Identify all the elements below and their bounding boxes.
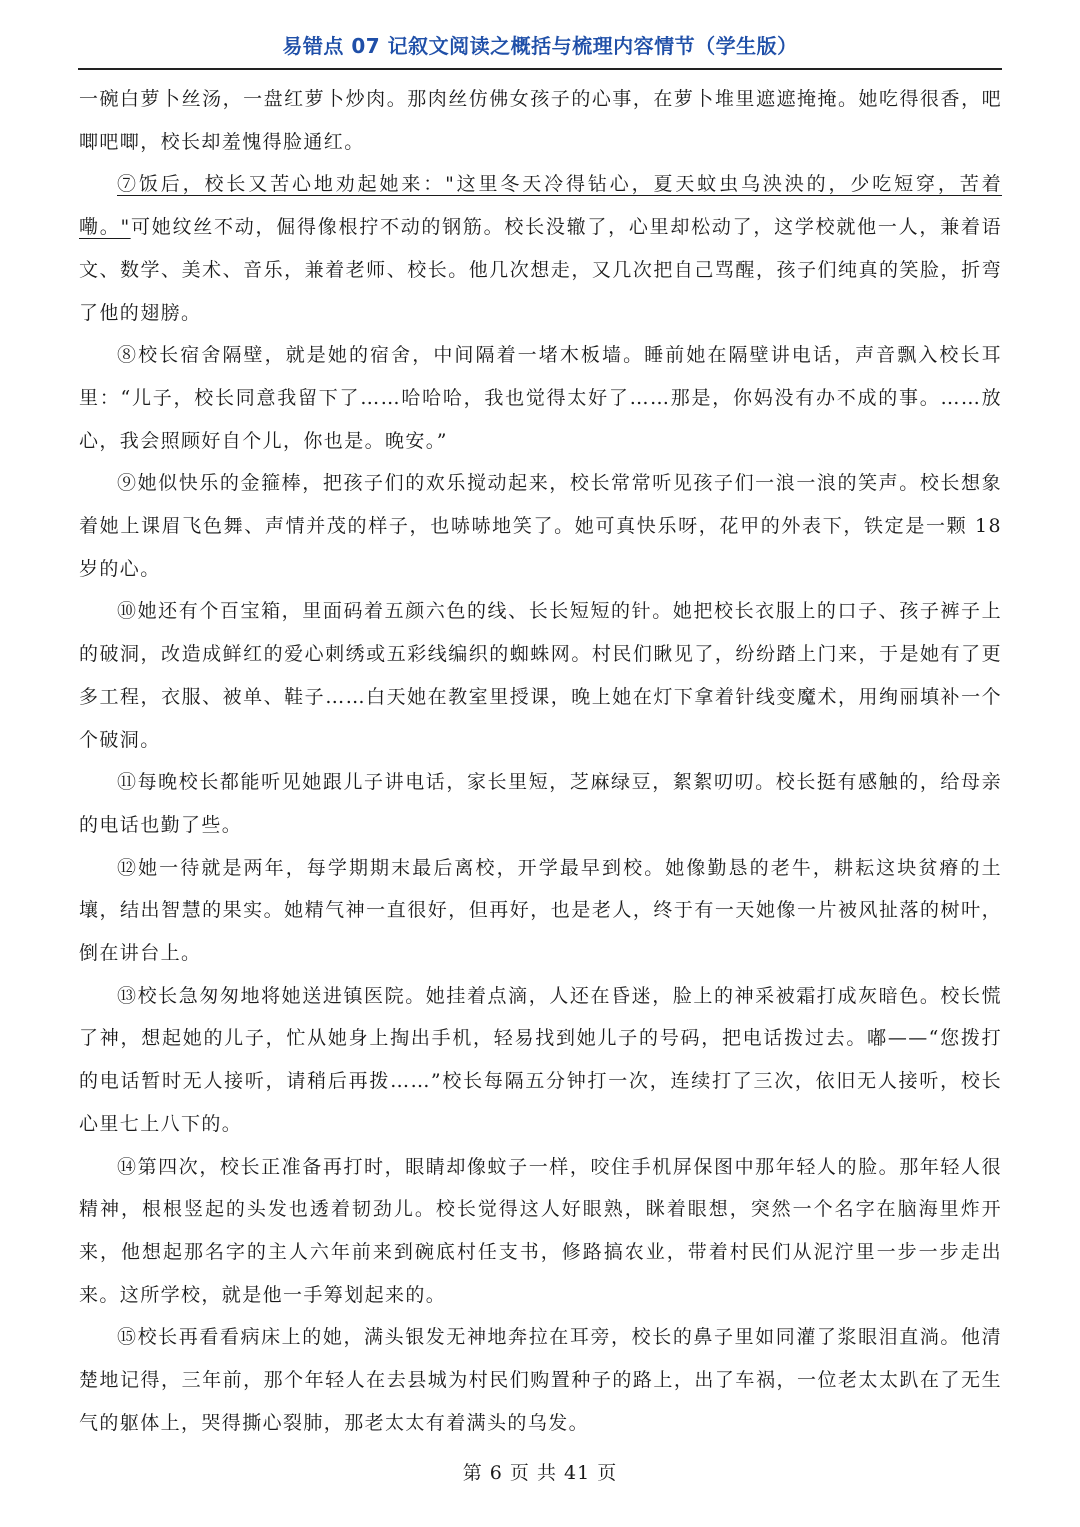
paragraph-7 xyxy=(79,163,1002,334)
paragraph-text: ⑭第四次，校长正准备再打时，眼睛却像蚊子一样，咬住手机屏保图中那年轻人的脸。那年轻人很精神，根根竖起的头发也透着韧劲儿。校长觉得这人好眼熟，眯着眼想，突然一个名字在脑海里炸开来，他想起那名字的主人六年前来到碗底村任支书，修路搞农业，带着村民们从泥泞里一步一步走出来。这所学校，就是他一手筹划起来的。 xyxy=(79,1155,1002,1306)
paragraph-text: ⑪每晚校长都能听见她跟儿子讲电话，家长里短，芝麻绿豆，絮絮叨叨。校长挺有感触的，给母亲的电话也勤了些。 xyxy=(79,771,1002,836)
paragraph-8 xyxy=(79,334,1002,462)
paragraph-12 xyxy=(79,847,1002,975)
paragraph-11 xyxy=(79,761,1002,846)
underlined-sentence: ⑦饭后，校长又苦心地劝起她来："这里冬天冷得钻心，夏天蚊虫乌泱泱的，少吃短穿，苦着嘞。" xyxy=(79,173,1002,239)
paragraph-text: ⑧校长宿舍隔壁，就是她的宿舍，中间隔着一堵木板墙。睡前她在隔壁讲电话，声音飘入校长耳里：“儿子，校长同意我留下了……哈哈哈，我也觉得太好了……那是，你妈没有办不成的事。……放心，我会照顾好自个儿，你也是。晚安。” xyxy=(79,344,1002,452)
paragraph-text: ⑨她似快乐的金箍棒，把孩子们的欢乐搅动起来，校长常常听见孩子们一浪一浪的笑声。校长想象着她上课眉飞色舞、声情并茂的样子，也哧哧地笑了。她可真快乐呀，花甲的外表下，铁定是一颗 18 岁的心。 xyxy=(79,472,1002,580)
paragraph-text: ⑮校长再看看病床上的她，满头银发无神地奔拉在耳旁，校长的鼻子里如同灌了浆眼泪直淌。他清楚地记得，三年前，那个年轻人在去县城为村民们购置种子的路上，出了车祸，一位老太太趴在了无生气的躯体上，哭得撕心裂肺，那老太太有着满头的乌发。 xyxy=(79,1326,1002,1434)
paragraph-13 xyxy=(79,975,1002,1146)
paragraph-continued xyxy=(79,78,1002,163)
document-title: 易错点 07 记叙文阅读之概括与梳理内容情节（学生版） xyxy=(282,34,798,58)
paragraph-text: 可她纹丝不动，倔得像根拧不动的钢筋。校长没辙了，心里却松动了，这学校就他一人，兼着语文、数学、美术、音乐，兼着老师、校长。他几次想走，又几次把自己骂醒，孩子们纯真的笑脸，折弯了他的翅膀。 xyxy=(79,216,1002,324)
paragraph-text: ⑩她还有个百宝箱，里面码着五颜六色的线、长长短短的针。她把校长衣服上的口子、孩子裤子上的破洞，改造成鲜红的爱心刺绣或五彩线编织的蜘蛛网。村民们瞅见了，纷纷踏上门来，于是她有了更多工程，衣服、被单、鞋子……白天她在教室里授课，晚上她在灯下拿着针线变魔术，用绚丽填补一个个破洞。 xyxy=(79,600,1002,751)
paragraph-text: 一碗白萝卜丝汤，一盘红萝卜炒肉。那肉丝仿佛女孩子的心事，在萝卜堆里遮遮掩掩。她吃得很香，吧唧吧唧，校长却羞愧得脸通红。 xyxy=(79,88,1002,153)
paragraph-9 xyxy=(79,462,1002,590)
paragraph-15 xyxy=(79,1316,1002,1444)
page-header xyxy=(78,30,1002,70)
paragraph-text: ⑬校长急匆匆地将她送进镇医院。她挂着点滴，人还在昏迷，脸上的神采被霜打成灰暗色。校长慌了神，想起她的儿子，忙从她身上掏出手机，轻易找到她儿子的号码，把电话拨过去。嘟——“您拨打的电话暂时无人接听，请稍后再拨……”校长每隔五分钟打一次，连续打了三次，依旧无人接听，校长心里七上八下的。 xyxy=(79,984,1002,1135)
paragraph-14 xyxy=(79,1146,1002,1317)
paragraph-10 xyxy=(79,590,1002,761)
paragraph-text: ⑫她一待就是两年，每学期期末最后离校，开学最早到校。她像勤恳的老牛，耕耘这块贫瘠的土壤，结出智慧的果实。她精气神一直很好，但再好，也是老人，终于有一天她像一片被风扯落的树叶，倒在讲台上。 xyxy=(79,856,1002,965)
page-number: 第 6 页 共 41 页 xyxy=(462,1462,618,1484)
article-body xyxy=(79,78,1002,1445)
